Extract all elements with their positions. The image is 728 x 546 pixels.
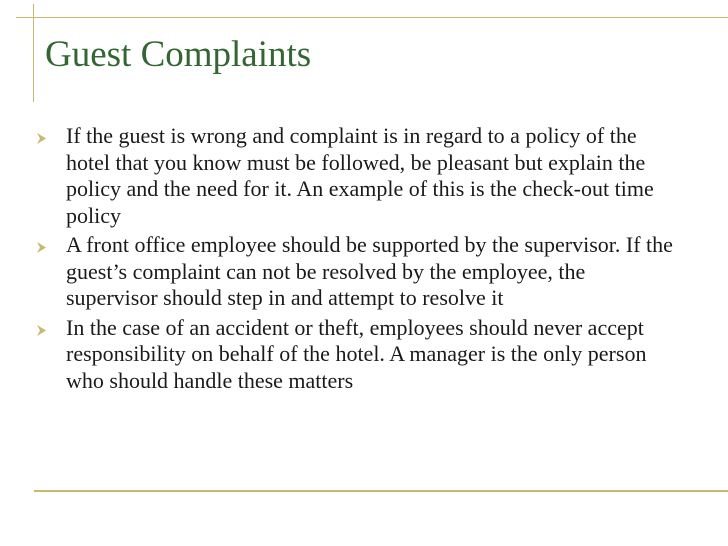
bullet-list — [34, 123, 674, 397]
top-vertical-rule — [33, 4, 34, 102]
bullet-item — [34, 123, 674, 229]
arrowhead-bullet-icon — [36, 325, 47, 336]
slide-title: Guest Complaints — [45, 34, 312, 75]
bullet-text: A front office employee should be supported by the supervisor. If the guest’s complaint can not be resolved by the employee, the supervisor should step in and attempt to resolve it — [66, 232, 673, 310]
bullet-item — [34, 232, 674, 312]
top-horizontal-rule — [16, 17, 728, 18]
bullet-text: In the case of an accident or theft, employees should never accept responsibility on behalf of the hotel. A manager is the only person who should handle these matters — [66, 314, 647, 393]
bullet-text: If the guest is wrong and complaint is in regard to a policy of the hotel that you know must be followed, be pleasant but explain the policy and the need for it. An example of this is the check-out time policy — [66, 123, 654, 228]
bullet-item — [34, 315, 674, 395]
arrowhead-bullet-icon — [36, 133, 47, 144]
bottom-rule — [34, 490, 728, 492]
arrowhead-bullet-icon — [36, 242, 47, 253]
